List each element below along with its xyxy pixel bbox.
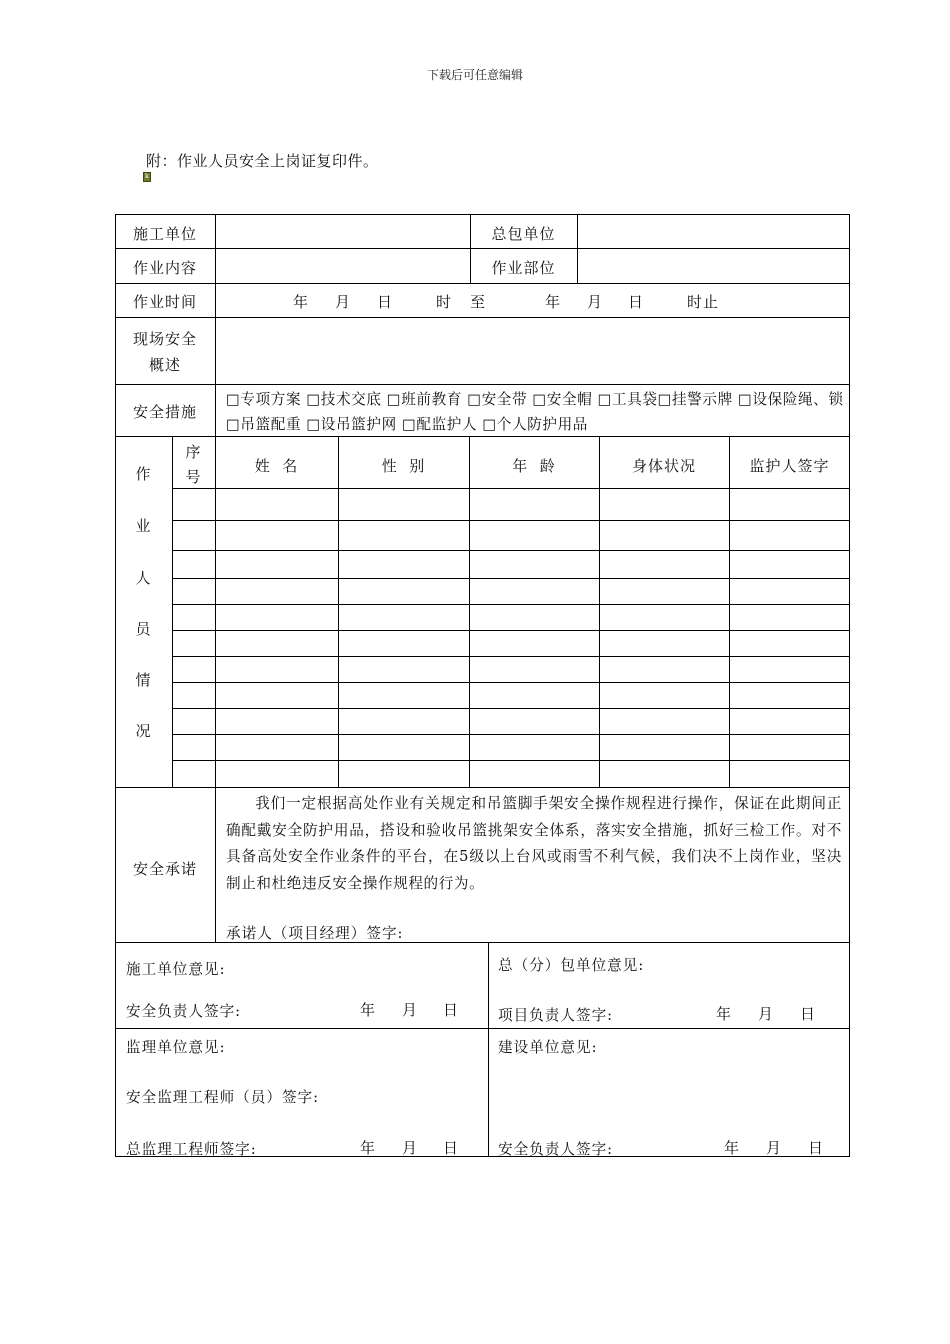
time-month-2: 月 (587, 293, 604, 311)
chief-supervisor-signer: 总监理工程师签字: (126, 1141, 257, 1158)
date-year: 年 (360, 1139, 377, 1157)
date-year: 年 (724, 1139, 741, 1157)
date-day: 日 (800, 1005, 817, 1023)
site-safety-label-line1: 现场安全 (132, 330, 197, 348)
small-mark-icon: k (143, 172, 151, 182)
row-line (172, 488, 850, 489)
row-line (172, 760, 850, 761)
safety-commitment-text: 我们一定根据高处作业有关规定和吊篮脚手架安全操作规程进行操作，保证在此期间正确配戴安全防护用品，搭设和验收吊篮挑架安全体系，落实安全措施，抓好三检工作。对不具备高处安全作业条件的平台，在5级以上台风或雨雪不利气候，我们决不上岗作业，坚决制止和杜绝违反安全操作规程的行为。 (226, 795, 842, 892)
safety-supervisor-signer: 安全监理工程师（员）签字: (126, 1089, 320, 1106)
workers-label-char: 业 (135, 517, 151, 535)
work-time-label: 作业时间 (132, 293, 197, 311)
date-day: 日 (443, 1001, 460, 1019)
row-line (172, 520, 850, 521)
contractor-opinion-label: 总（分）包单位意见: (498, 957, 645, 974)
workers-label-char: 人 (135, 569, 151, 587)
site-safety-label-line2: 概述 (148, 356, 181, 374)
time-to: 至 (470, 293, 487, 311)
project-lead-signer: 项目负责人签字: (498, 1007, 614, 1024)
work-content-label: 作业内容 (132, 259, 197, 277)
date-month: 月 (766, 1139, 783, 1157)
header-gender: 性 别 (381, 457, 426, 475)
row-line (115, 1028, 850, 1029)
time-month-1: 月 (335, 293, 352, 311)
date-month: 月 (402, 1139, 419, 1157)
header-seq-line2: 号 (185, 468, 202, 486)
time-day-1: 日 (377, 293, 394, 311)
row-line (115, 317, 850, 318)
time-hour-end: 时止 (687, 293, 720, 311)
owner-opinion-label: 建设单位意见: (498, 1039, 598, 1056)
header-name: 姓 名 (254, 457, 299, 475)
construction-opinion-label: 施工单位意见: (126, 961, 226, 978)
row-line (172, 656, 850, 657)
workers-label-char: 情 (135, 671, 151, 689)
row-line (172, 578, 850, 579)
attachment-note: 附：作业人员安全上岗证复印件。 (146, 152, 379, 170)
col-line (729, 436, 730, 787)
row-line (172, 604, 850, 605)
owner-safety-signer: 安全负责人签字: (498, 1141, 614, 1158)
date-day: 日 (808, 1139, 825, 1157)
header-health: 身体状况 (631, 457, 696, 475)
col-line (215, 214, 216, 436)
general-contractor-label: 总包单位 (491, 225, 556, 243)
row-line (115, 384, 850, 385)
time-day-2: 日 (628, 293, 645, 311)
row-line (172, 630, 850, 631)
row-line (172, 682, 850, 683)
row-line (172, 708, 850, 709)
construction-safety-signer: 安全负责人签字: (126, 1003, 242, 1020)
workers-label-char: 作 (135, 465, 151, 483)
row-line (115, 283, 850, 284)
col-line (577, 214, 578, 283)
col-line (338, 436, 339, 787)
col-line (599, 436, 600, 787)
supervision-opinion-label: 监理单位意见: (126, 1039, 226, 1056)
col-line (488, 942, 489, 1157)
header-note: 下载后可任意编辑 (426, 68, 523, 82)
safety-measures-checklist: □专项方案 □技术交底 □班前教育 □安全带 □安全帽 □工具袋□挂警示牌 □设保险绳、锁 □吊篮配重 □设吊篮护网 □配监护人 □个人防护用品 (226, 391, 844, 433)
date-month: 月 (402, 1001, 419, 1019)
date-year: 年 (716, 1005, 733, 1023)
work-location-label: 作业部位 (491, 259, 556, 277)
col-line (469, 436, 470, 787)
header-guardian: 监护人签字 (749, 457, 830, 475)
date-day: 日 (443, 1139, 460, 1157)
col-line (215, 436, 216, 787)
row-line (115, 248, 850, 249)
workers-label-char: 员 (135, 620, 151, 638)
header-seq-line1: 序 (185, 443, 202, 461)
construction-unit-label: 施工单位 (132, 225, 197, 243)
safety-commitment-label: 安全承诺 (132, 860, 197, 878)
time-year-2: 年 (545, 293, 562, 311)
header-age: 年 龄 (512, 457, 556, 475)
row-line (115, 787, 850, 788)
safety-measures-label: 安全措施 (132, 403, 197, 421)
commitment-signer: 承诺人（项目经理）签字: (226, 925, 404, 942)
col-line (215, 787, 216, 942)
date-month: 月 (758, 1005, 775, 1023)
date-year: 年 (360, 1001, 377, 1019)
workers-label-char: 况 (135, 722, 151, 740)
time-hour-1: 时 (436, 293, 453, 311)
col-line (172, 436, 173, 787)
time-year-1: 年 (293, 293, 310, 311)
row-line (172, 550, 850, 551)
row-line (172, 734, 850, 735)
